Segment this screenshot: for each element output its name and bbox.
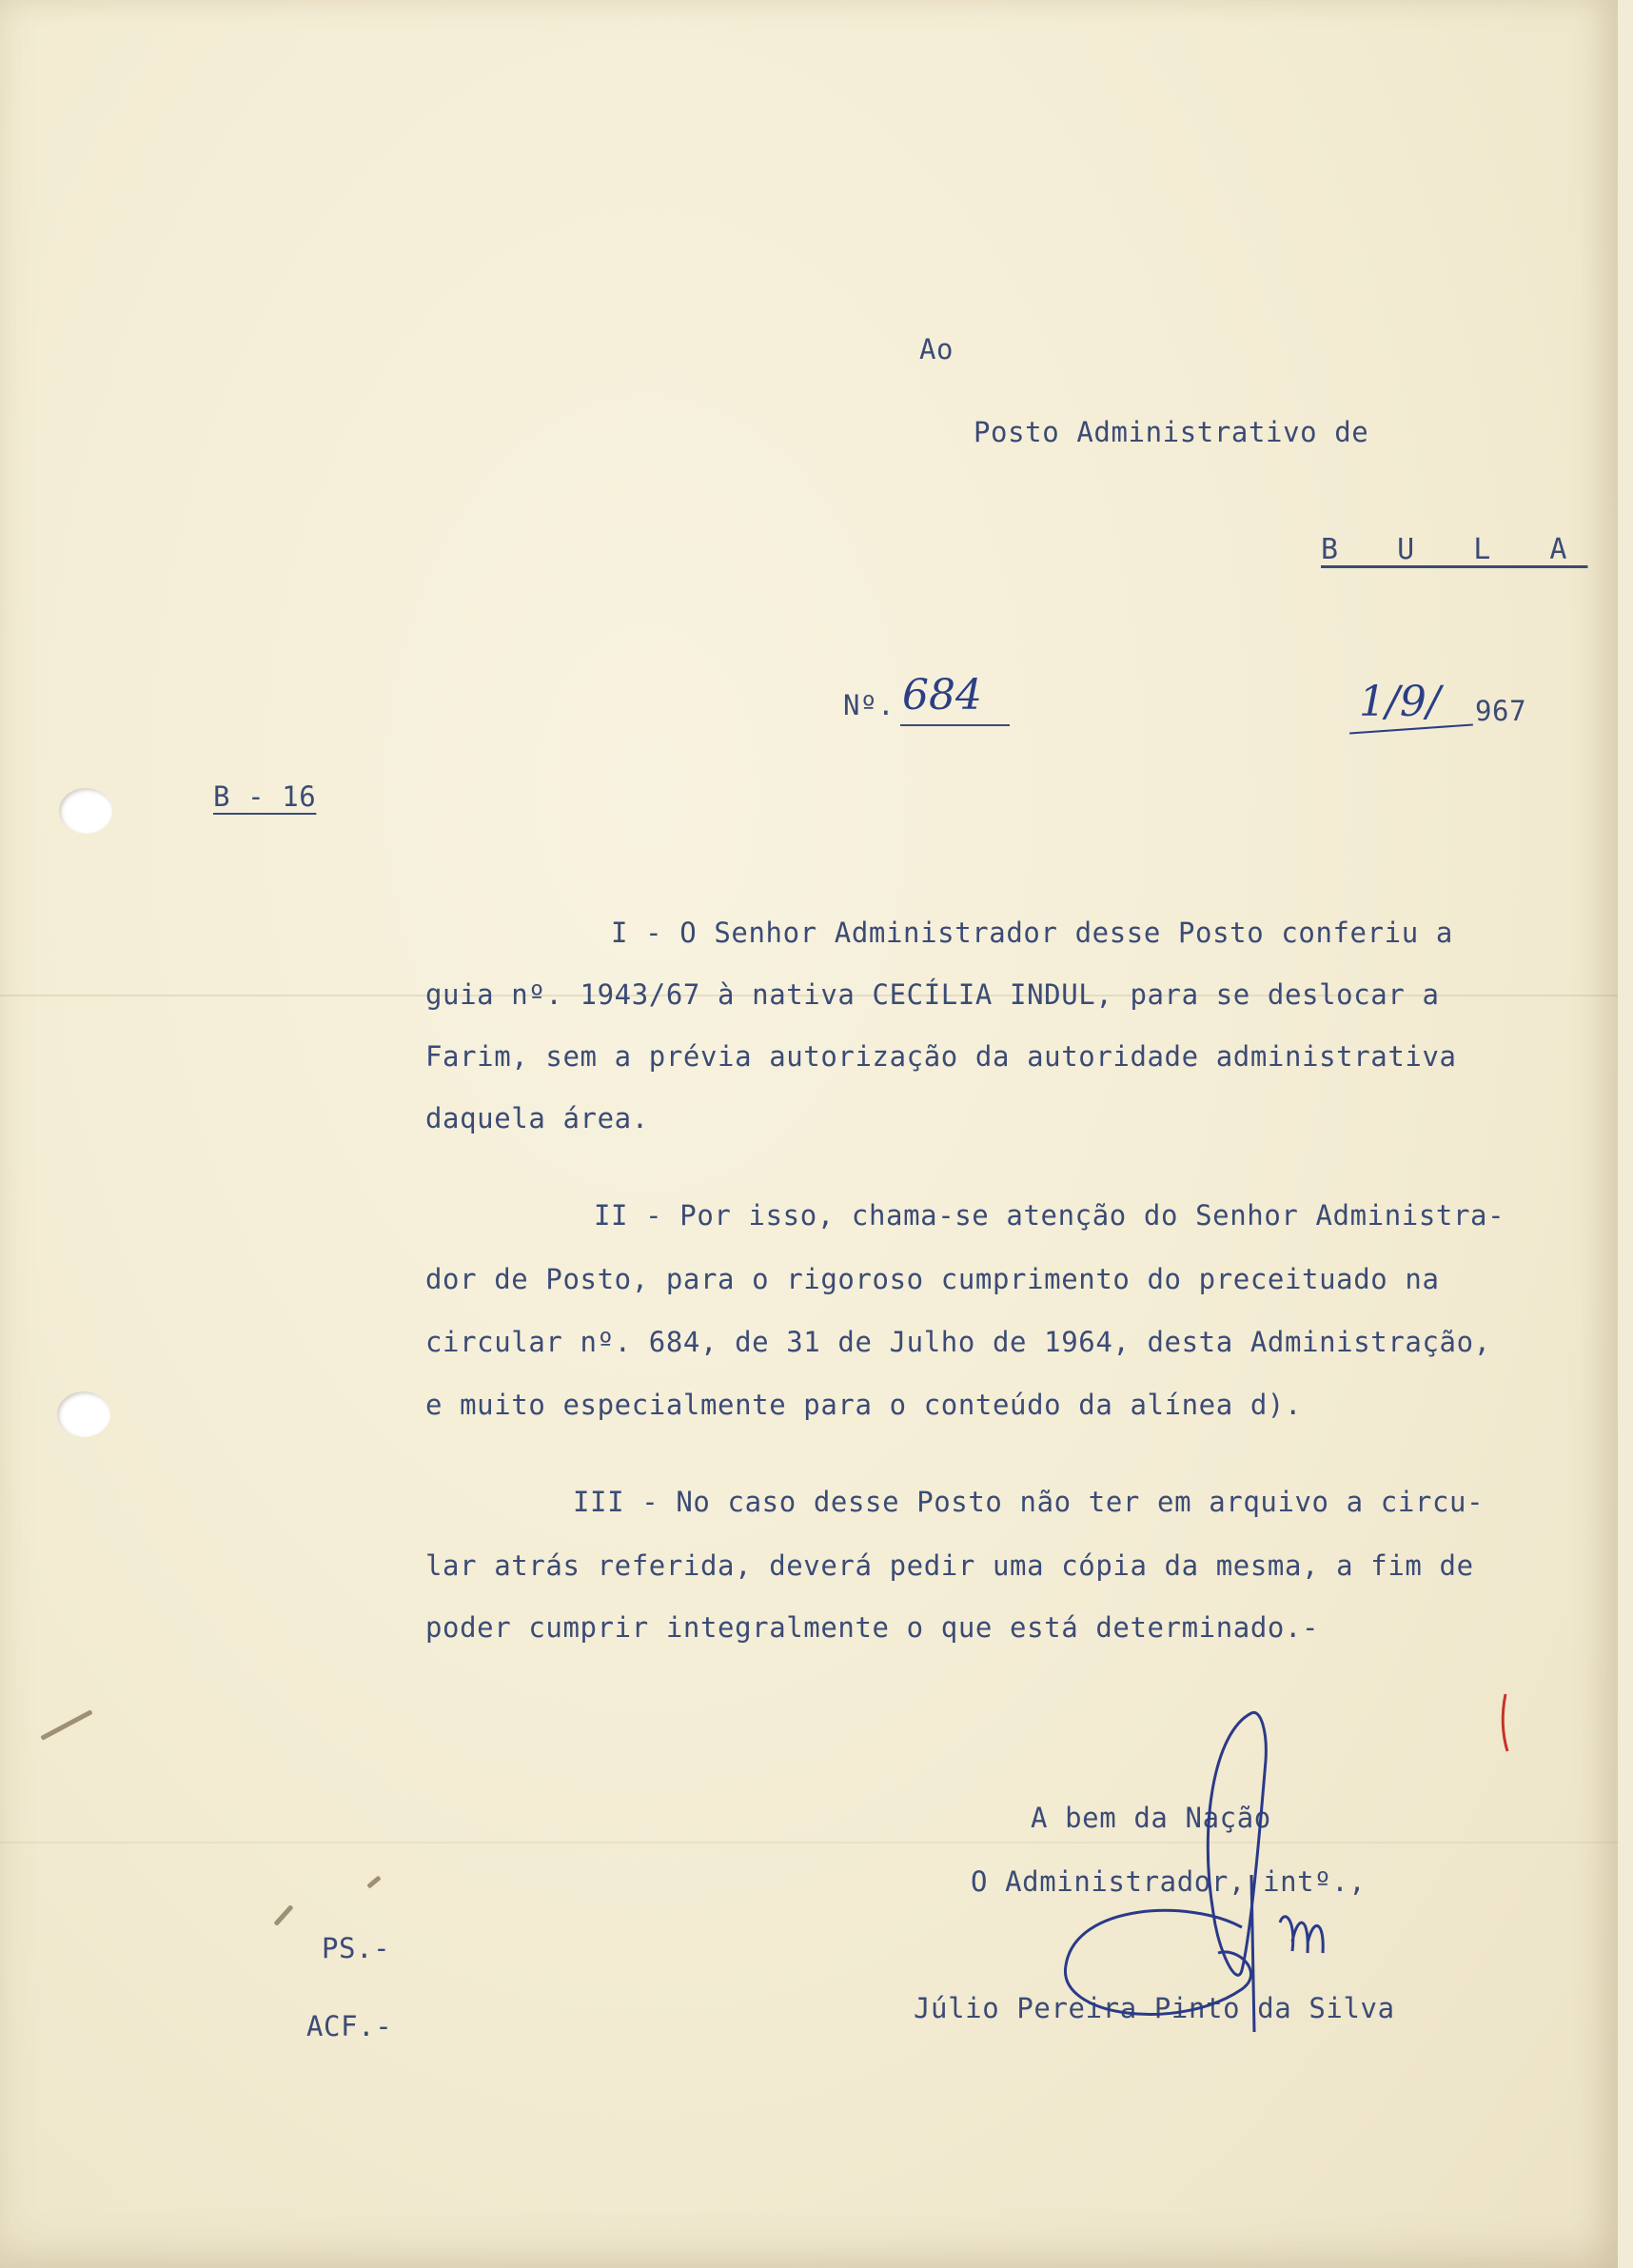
number-underline: [900, 724, 1010, 726]
paragraph-1-line-4: daquela área.: [425, 1102, 649, 1134]
punch-hole: [57, 1391, 110, 1437]
handwritten-signature: [1047, 1704, 1351, 2065]
stain-mark: [366, 1875, 381, 1888]
copy-recipient-2: ACF.-: [306, 2010, 393, 2042]
paragraph-2-line-4: e muito especialmente para o conteúdo da alínea d).: [425, 1389, 1303, 1421]
signatory-name: Júlio Pereira Pinto da Silva: [914, 1992, 1395, 2024]
closing-title: O Administrador, intº.,: [971, 1865, 1367, 1898]
salutation: Ao: [919, 333, 954, 365]
closing-formula: A bem da Nação: [1031, 1802, 1271, 1834]
handwritten-date: 1/9/: [1359, 678, 1441, 726]
paragraph-2-line-2: dor de Posto, para o rigoroso cumprimento do preceituado na: [425, 1263, 1440, 1295]
paragraph-1-line-2: guia nº. 1943/67 à nativa CECÍLIA INDUL, para se deslocar a: [425, 978, 1440, 1011]
copy-recipient-1: PS.-: [322, 1932, 391, 1964]
stain-mark: [273, 1904, 293, 1926]
place-name: B U L A: [1321, 533, 1588, 566]
office-line: Posto Administrativo de: [974, 416, 1369, 448]
paragraph-1-line-1: I - O Senhor Administrador desse Posto conferiu a: [611, 917, 1453, 949]
paragraph-3-line-2: lar atrás referida, deverá pedir uma cópia da mesma, a fim de: [425, 1549, 1474, 1582]
punch-hole: [59, 788, 112, 834]
number-label: Nº.: [843, 689, 895, 721]
fold-crease: [0, 1842, 1618, 1844]
stain-mark: [40, 1709, 92, 1741]
date-year: 967: [1475, 695, 1527, 727]
paragraph-3-line-3: poder cumprir integralmente o que está determinado.-: [425, 1611, 1320, 1644]
handwritten-number: 684: [902, 671, 982, 720]
file-code: B - 16: [213, 780, 317, 813]
paragraph-2-line-3: circular nº. 684, de 31 de Julho de 1964, desta Administração,: [425, 1326, 1491, 1358]
paragraph-2-line-1: II - Por isso, chama-se atenção do Senhor Administra-: [594, 1199, 1505, 1232]
paragraph-3-line-1: III - No caso desse Posto não ter em arquivo a circu-: [573, 1486, 1485, 1518]
paragraph-1-line-3: Farim, sem a prévia autorização da autoridade administrativa: [425, 1040, 1457, 1073]
red-pencil-mark: [1496, 1689, 1515, 1756]
